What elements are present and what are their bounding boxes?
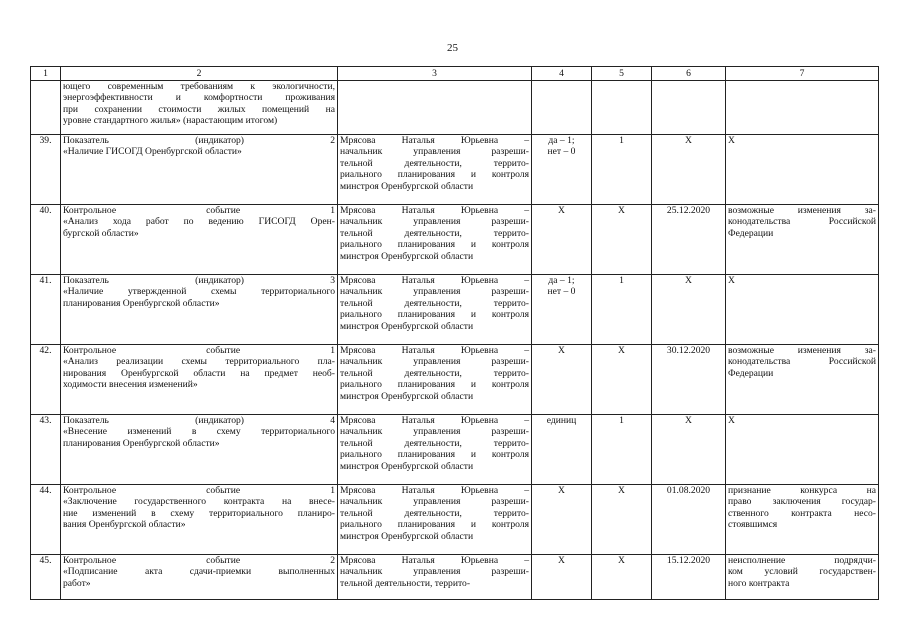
indicator-name [61, 135, 338, 205]
indicator-name-line: вания Оренбургской области» [63, 519, 186, 531]
indicator-name-line: уровне стандартного жилья» (нарастающим итогом) [63, 115, 278, 127]
risk-cell [726, 81, 879, 135]
page-number: 25 [447, 42, 458, 54]
indicator-name-line: при сохранении стоимости жилых помещений на [63, 103, 335, 115]
indicator-name-line: Показатель (индикатор) 2 [63, 135, 335, 146]
row-number [31, 81, 61, 135]
responsible-person-line: Мрясова Наталья Юрьевна – [340, 415, 529, 426]
responsible-person-line: минстроя Оренбургской области [340, 180, 474, 192]
row-number: 45. [31, 555, 61, 600]
header-cell: 6 [652, 67, 726, 81]
risk-cell [726, 275, 879, 345]
indicator-name-line: Контрольное событие 1 [63, 485, 335, 496]
header-cell: 1 [31, 67, 61, 81]
unit-cell-line: Х [558, 345, 565, 356]
risk-cell [726, 485, 879, 555]
responsible-person-line: начальник управления разреши- [340, 566, 529, 578]
date-cell: 01.08.2020 [652, 485, 726, 555]
responsible-person-line: тельной деятельности, террито- [340, 157, 529, 169]
indicator-name-line: ющего современным требованиям к экологичности, [63, 81, 335, 92]
risk-cell-line: неисполнение подрядчи- [728, 555, 876, 566]
responsible-person-line: тельной деятельности, террито- [340, 367, 529, 379]
unit-cell-line: нет – 0 [547, 146, 576, 158]
risk-cell-line: стоявшимся [728, 519, 778, 531]
risk-cell-line: конодательства Российской [728, 356, 876, 368]
header-row [31, 67, 879, 81]
indicator-name-line: ходимости внесения изменений» [63, 379, 198, 391]
indicator-name-line: «Внесение изменений в схему территориального [63, 426, 335, 438]
row-number: 42. [31, 345, 61, 415]
responsible-person [338, 415, 532, 485]
responsible-person-line: риального планирования и контроля [340, 379, 529, 391]
date-cell: Х [652, 415, 726, 485]
responsible-person-line: минстроя Оренбургской области [340, 320, 474, 332]
indicator-name-line: Контрольное событие 2 [63, 555, 335, 566]
date-cell [652, 81, 726, 135]
table-row [31, 135, 879, 205]
value-cell: Х [592, 485, 652, 555]
responsible-person-line: начальник управления разреши- [340, 426, 529, 438]
risk-cell-line: Х [728, 135, 735, 146]
responsible-person-line: тельной деятельности, террито- [340, 297, 529, 309]
indicator-name-line: «Подписание акта сдачи-приемки выполненных [63, 566, 335, 578]
table-row [31, 81, 879, 135]
responsible-person-line: тельной деятельности, террито- [340, 577, 471, 589]
indicator-name-line: Показатель (индикатор) 4 [63, 415, 335, 426]
responsible-person-line: начальник управления разреши- [340, 286, 529, 298]
responsible-person-line: начальник управления разреши- [340, 496, 529, 508]
header-cell: 2 [61, 67, 338, 81]
indicator-name-line: нирования Оренбургской области на предмет необ- [63, 367, 335, 379]
responsible-person-line: начальник управления разреши- [340, 146, 529, 158]
unit-cell-line: да – 1; [548, 135, 575, 146]
risk-cell-line: возможные изменения за- [728, 205, 876, 216]
indicator-name-line: «Анализ хода работ по ведению ГИСОГД Орен- [63, 216, 335, 228]
risk-cell [726, 135, 879, 205]
date-cell: Х [652, 275, 726, 345]
indicator-name-line: бургской области» [63, 227, 139, 239]
unit-cell-line: да – 1; [548, 275, 575, 286]
header-cell: 7 [726, 67, 879, 81]
value-cell: 1 [592, 275, 652, 345]
indicator-name [61, 345, 338, 415]
risk-cell-line: Федерации [728, 367, 774, 379]
responsible-person-line: риального планирования и контроля [340, 169, 529, 181]
row-number: 39. [31, 135, 61, 205]
indicator-name-line: «Заключение государственного контракта на внесе- [63, 496, 335, 508]
unit-cell [532, 485, 592, 555]
indicator-name-line: работ» [63, 577, 91, 589]
value-cell: 1 [592, 135, 652, 205]
plan-table [30, 66, 879, 600]
indicator-name [61, 81, 338, 135]
date-cell: 25.12.2020 [652, 205, 726, 275]
responsible-person-line: тельной деятельности, террито- [340, 437, 529, 449]
risk-cell-line: ком условий государствен- [728, 566, 876, 578]
indicator-name [61, 485, 338, 555]
table-row [31, 205, 879, 275]
risk-cell-line: Федерации [728, 227, 774, 239]
value-cell: Х [592, 345, 652, 415]
responsible-person-line: риального планирования и контроля [340, 519, 529, 531]
risk-cell [726, 205, 879, 275]
indicator-name-line: планирования Оренбургской области» [63, 297, 220, 309]
responsible-person-line: Мрясова Наталья Юрьевна – [340, 135, 529, 146]
unit-cell [532, 81, 592, 135]
responsible-person-line: минстроя Оренбургской области [340, 390, 474, 402]
unit-cell [532, 275, 592, 345]
risk-cell-line: Х [728, 275, 735, 286]
risk-cell-line: конодательства Российской [728, 216, 876, 228]
responsible-person [338, 81, 532, 135]
responsible-person-line: минстроя Оренбургской области [340, 530, 474, 542]
responsible-person-line: Мрясова Наталья Юрьевна – [340, 555, 529, 566]
unit-cell [532, 345, 592, 415]
responsible-person-line: Мрясова Наталья Юрьевна – [340, 205, 529, 216]
responsible-person-line: тельной деятельности, террито- [340, 507, 529, 519]
unit-cell-line: Х [558, 485, 565, 496]
value-cell: Х [592, 555, 652, 600]
indicator-name-line: Контрольное событие 1 [63, 345, 335, 356]
header-cell: 5 [592, 67, 652, 81]
responsible-person-line: минстроя Оренбургской области [340, 250, 474, 262]
header-cell: 3 [338, 67, 532, 81]
responsible-person-line: тельной деятельности, террито- [340, 227, 529, 239]
unit-cell-line: нет – 0 [547, 286, 576, 298]
date-cell: 30.12.2020 [652, 345, 726, 415]
value-cell [592, 81, 652, 135]
unit-cell [532, 135, 592, 205]
responsible-person [338, 205, 532, 275]
responsible-person-line: риального планирования и контроля [340, 239, 529, 251]
responsible-person [338, 485, 532, 555]
risk-cell-line: Х [728, 415, 735, 426]
value-cell: Х [592, 205, 652, 275]
date-cell: 15.12.2020 [652, 555, 726, 600]
indicator-name-line: ние изменений в схему территориального планиро- [63, 507, 335, 519]
unit-cell [532, 205, 592, 275]
responsible-person-line: начальник управления разреши- [340, 216, 529, 228]
indicator-name-line: планирования Оренбургской области» [63, 437, 220, 449]
indicator-name-line: «Анализ реализации схемы территориального пла- [63, 356, 335, 368]
risk-cell [726, 415, 879, 485]
unit-cell-line: единиц [546, 415, 577, 426]
indicator-name-line: Показатель (индикатор) 3 [63, 275, 335, 286]
risk-cell-line: право заключения государ- [728, 496, 876, 508]
row-number: 44. [31, 485, 61, 555]
row-number: 41. [31, 275, 61, 345]
header-cell: 4 [532, 67, 592, 81]
responsible-person-line: начальник управления разреши- [340, 356, 529, 368]
row-number: 43. [31, 415, 61, 485]
indicator-name [61, 205, 338, 275]
responsible-person [338, 135, 532, 205]
unit-cell-line: Х [558, 205, 565, 216]
indicator-name [61, 275, 338, 345]
responsible-person-line: минстроя Оренбургской области [340, 460, 474, 472]
responsible-person-line: Мрясова Наталья Юрьевна – [340, 345, 529, 356]
date-cell: Х [652, 135, 726, 205]
indicator-name [61, 555, 338, 600]
risk-cell [726, 555, 879, 600]
table-row [31, 415, 879, 485]
responsible-person-line: риального планирования и контроля [340, 449, 529, 461]
unit-cell [532, 415, 592, 485]
responsible-person [338, 345, 532, 415]
responsible-person [338, 555, 532, 600]
indicator-name [61, 415, 338, 485]
risk-cell-line: возможные изменения за- [728, 345, 876, 356]
table-row [31, 555, 879, 600]
responsible-person-line: Мрясова Наталья Юрьевна – [340, 275, 529, 286]
value-cell: 1 [592, 415, 652, 485]
responsible-person [338, 275, 532, 345]
indicator-name-line: Контрольное событие 1 [63, 205, 335, 216]
table-row [31, 275, 879, 345]
row-number: 40. [31, 205, 61, 275]
table-row [31, 345, 879, 415]
risk-cell-line: признание конкурса на [728, 485, 876, 496]
indicator-name-line: энергоэффективности и комфортности проживания [63, 92, 335, 104]
indicator-name-line: «Наличие утвержденной схемы территориального [63, 286, 335, 298]
table-row [31, 485, 879, 555]
responsible-person-line: риального планирования и контроля [340, 309, 529, 321]
risk-cell-line: ственного контракта несо- [728, 507, 876, 519]
unit-cell [532, 555, 592, 600]
unit-cell-line: Х [558, 555, 565, 566]
risk-cell [726, 345, 879, 415]
responsible-person-line: Мрясова Наталья Юрьевна – [340, 485, 529, 496]
risk-cell-line: ного контракта [728, 577, 790, 589]
indicator-name-line: «Наличие ГИСОГД Оренбургской области» [63, 146, 242, 158]
